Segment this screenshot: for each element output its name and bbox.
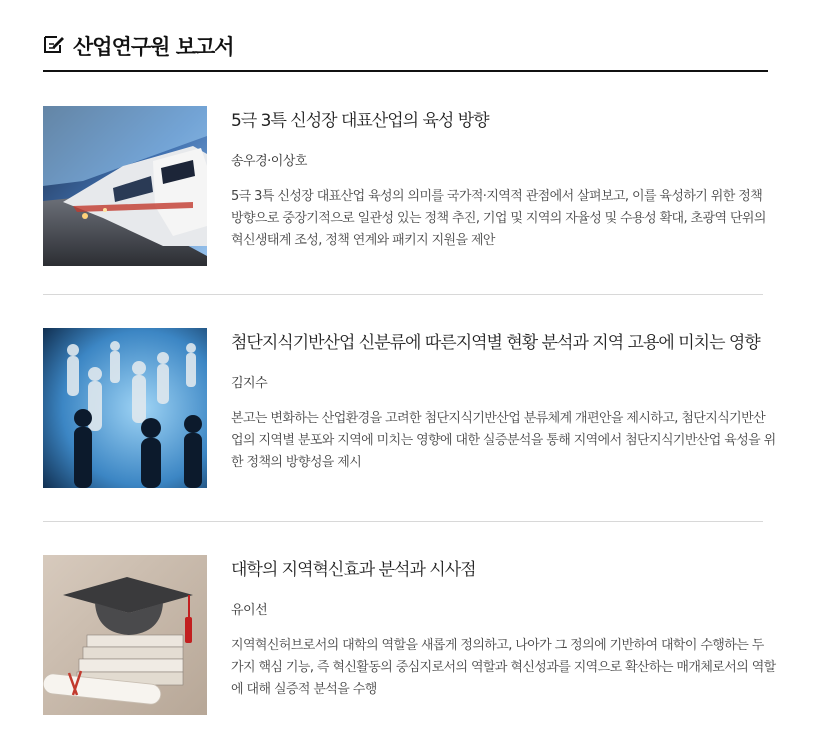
report-summary: 5극 3특 신성장 대표산업 육성의 의미를 국가적·지역적 관점에서 살펴보고, 이를 육성하기 위한 정책 방향으로 중장기적으로 일관성 있는 정책 추진, 기업 및 지역의 자율성 및 수용성 확대, 초광역 단위의 혁신생태계 조성, 정책 연계와 패키지 지원을 제안 <box>231 189 766 248</box>
divider <box>43 294 763 295</box>
memo-pencil-icon <box>43 34 65 54</box>
divider <box>43 521 763 522</box>
section-header <box>43 28 768 72</box>
report-summary: 지역혁신허브로서의 대학의 역할을 새롭게 정의하고, 나아가 그 정의에 기반하여 대학이 수행하는 두 가지 핵심 기능, 즉 혁신활동의 중심지로서의 역할과 혁신성과를 지역으로 확산하는 매개체로서의 역할에 대해 실증적 분석을 수행 <box>231 638 776 697</box>
report-title[interactable]: 5극 3특 신성장 대표산업의 육성 방향 <box>231 111 489 131</box>
report-title[interactable]: 대학의 지역혁신효과 분석과 시사점 <box>231 560 476 580</box>
report-title[interactable]: 첨단지식기반산업 신분류에 따른지역별 현황 분석과 지역 고용에 미치는 영향 <box>231 333 760 353</box>
report-thumbnail[interactable] <box>43 106 207 266</box>
report-authors: 송우경·이상호 <box>231 154 307 169</box>
section-title-rule <box>43 70 768 72</box>
report-thumbnail[interactable] <box>43 555 207 715</box>
report-item[interactable] <box>43 328 803 488</box>
people-figurines-photo <box>43 328 207 488</box>
high-speed-train-photo <box>43 106 207 266</box>
report-thumbnail[interactable] <box>43 328 207 488</box>
report-authors: 유이선 <box>231 603 268 618</box>
report-item[interactable] <box>43 106 803 266</box>
report-item[interactable] <box>43 555 803 715</box>
report-summary: 본고는 변화하는 산업환경을 고려한 첨단지식기반산업 분류체계 개편안을 제시하고, 첨단지식기반산업의 지역별 분포와 지역에 미치는 영향에 대한 실증분석을 통해 지역에서 첨단지식기반산업 육성을 위한 정책의 방향성을 제시 <box>231 411 776 470</box>
section-title: 산업연구원 보고서 <box>73 35 234 59</box>
report-authors: 김지수 <box>231 376 268 391</box>
graduation-cap-diploma-photo <box>43 555 207 715</box>
